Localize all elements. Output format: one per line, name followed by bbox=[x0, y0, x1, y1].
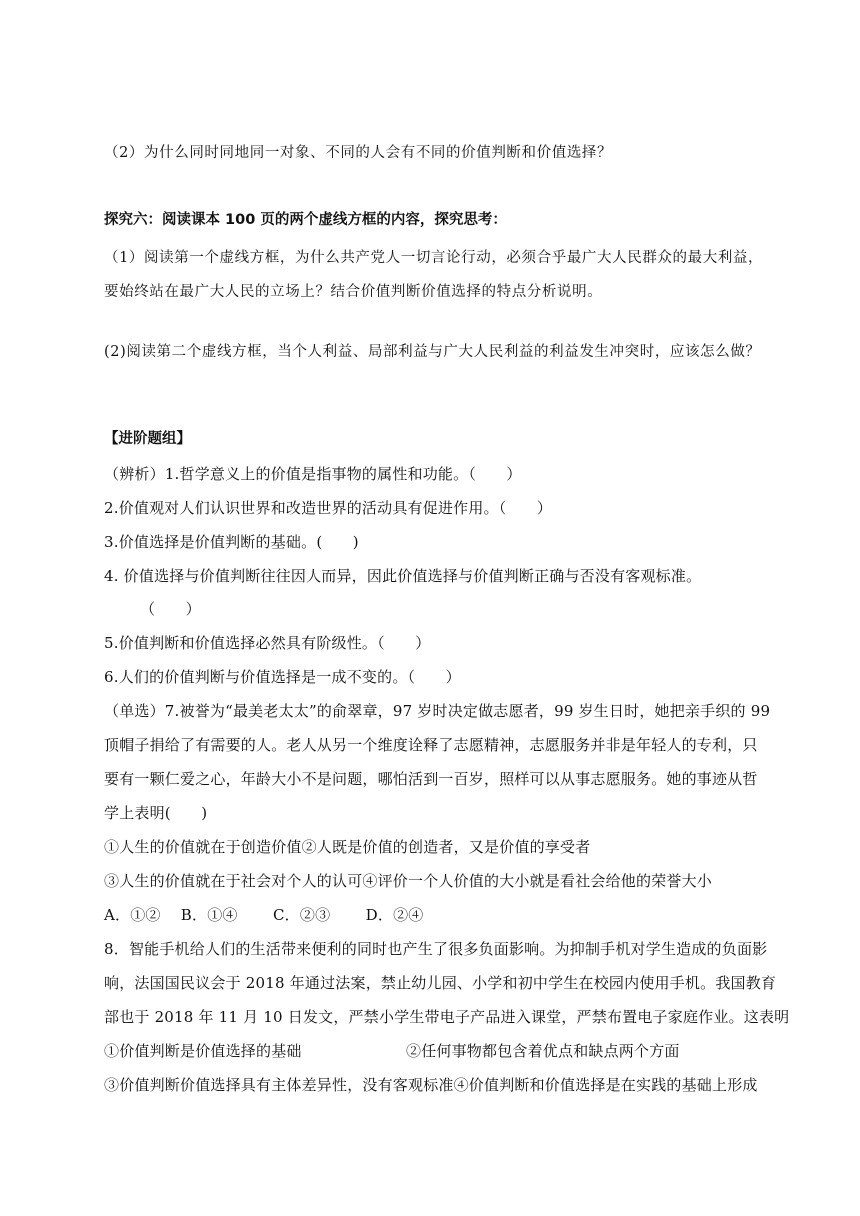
judge-item-1: （辨析）1.哲学意义上的价值是指事物的属性和功能。（ ） bbox=[104, 465, 522, 483]
question-8-option-2: ②任何事物都包含着优点和缺点两个方面 bbox=[406, 1042, 680, 1060]
judge-item-5: 5.价值判断和价值选择必然具有阶级性。（ ） bbox=[104, 634, 431, 652]
question-7-choices: A．①② B．①④ C．②③ D．②④ bbox=[104, 906, 424, 924]
question-7-options-row-2: ③人生的价值就在于社会对个人的认可④评价一个人价值的大小就是看社会给他的荣誉大小 bbox=[104, 872, 713, 890]
explore6-heading: 探究六：阅读课本 100 页的两个虚线方框的内容，探究思考： bbox=[104, 212, 507, 228]
advanced-section-heading: 【进阶题组】 bbox=[104, 431, 191, 447]
judge-item-2: 2.价值观对人们认识世界和改造世界的活动具有促进作用。（ ） bbox=[104, 499, 553, 517]
explore6-question-2: (2)阅读第二个虚线方框，当个人利益、局部利益与广大人民利益的利益发生冲突时，应该怎么做？ bbox=[104, 344, 761, 360]
question-7-line-2: 顶帽子捐给了有需要的人。老人从另一个维度诠释了志愿精神，志愿服务并非是年轻人的专利，只 bbox=[104, 736, 758, 754]
question-8-option-1: ①价值判断是价值选择的基础 bbox=[104, 1042, 302, 1060]
judge-item-4-blank: （ ） bbox=[140, 600, 201, 618]
question-8-line-3: 部也于 2018 年 11 月 10 日发文，严禁小学生带电子产品进入课堂，严禁布置电子家庭作业。这表明 bbox=[104, 1008, 790, 1026]
question-8-line-1: 8．智能手机给人们的生活带来便利的同时也产生了很多负面影响。为抑制手机对学生造成的负面影 bbox=[104, 940, 768, 958]
judge-item-4: 4. 价值选择与价值判断往往因人而异，因此价值选择与价值判断正确与否没有客观标准。 bbox=[104, 567, 702, 585]
question-7-options-row-1: ①人生的价值就在于创造价值②人既是价值的创造者，又是价值的享受者 bbox=[104, 838, 591, 856]
judge-item-3: 3.价值选择是价值判断的基础。( ) bbox=[104, 533, 359, 551]
question-7-line-1: （单选）7.被誉为“最美老太太”的俞翠章，97 岁时决定做志愿者，99 岁生日时，她把亲手织的 99 bbox=[104, 702, 771, 720]
question-8-line-2: 响，法国国民议会于 2018 年通过法案，禁止幼儿园、小学和初中学生在校园内使用手机。我国教育 bbox=[104, 974, 777, 992]
question-7-line-4: 学上表明( ) bbox=[104, 804, 208, 822]
question-7-line-3: 要有一颗仁爱之心，年龄大小不是问题，哪怕活到一百岁，照样可以从事志愿服务。她的事迹从哲 bbox=[104, 770, 758, 788]
judge-item-6: 6.人们的价值判断与价值选择是一成不变的。（ ） bbox=[104, 668, 461, 686]
explore6-question-1-line-1: （1）阅读第一个虚线方框，为什么共产党人一切言论行动，必须合乎最广大人民群众的最大利益， bbox=[104, 250, 764, 266]
explore6-question-1-line-2: 要始终站在最广大人民的立场上？结合价值判断价值选择的特点分析说明。 bbox=[104, 284, 603, 300]
explore5-question-2: （2）为什么同时同地同一对象、不同的人会有不同的价值判断和价值选择？ bbox=[104, 145, 613, 161]
question-8-options-row-2: ③价值判断价值选择具有主体差异性，没有客观标准④价值判断和价值选择是在实践的基础上形成 bbox=[104, 1076, 758, 1094]
